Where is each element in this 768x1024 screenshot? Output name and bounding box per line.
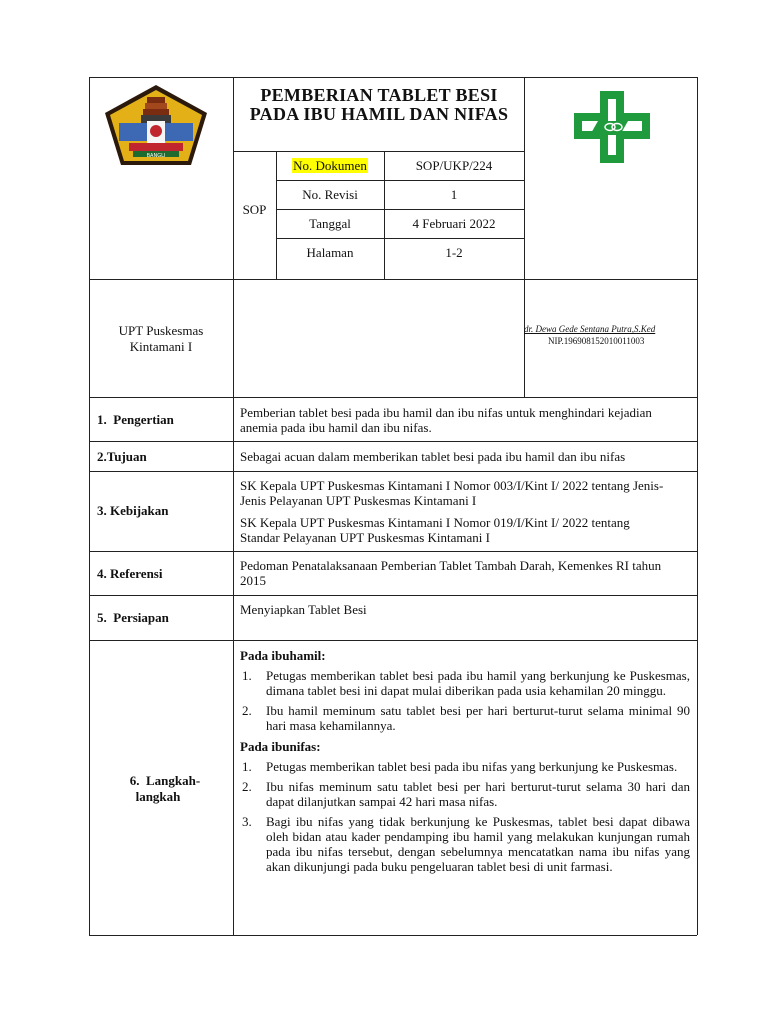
section-text-tujuan: Sebagai acuan dalam memberikan tablet besi pada ibu hamil dan ibu nifas [240, 449, 626, 464]
list-item [240, 814, 690, 874]
table-line-row-5 [89, 595, 697, 596]
bangli-regency-emblem [103, 83, 209, 167]
langkah-hamil-list [240, 668, 690, 733]
section-label-persiapan: 5. Persiapan [97, 610, 169, 625]
list-item [240, 703, 690, 733]
section-label-langkah-line2: langkah [135, 789, 181, 804]
list-number: 1. [242, 668, 252, 683]
sop-label: SOP [242, 202, 267, 217]
meta-label-halaman: Halaman [306, 245, 354, 260]
section-label-referensi: 4. Referensi [97, 566, 163, 581]
table-line-meta-3 [276, 238, 524, 239]
meta-label-no-dokumen: No. Dokumen [293, 158, 367, 173]
list-item [240, 668, 690, 698]
section-text-kebijakan-1: SK Kepala UPT Puskesmas Kintamani I Nomor 003/I/Kint I/ 2022 tentang Jenis-Jenis Pelayanan UPT Puskesmas Kintamani I [240, 478, 664, 508]
table-line-row-2 [89, 441, 697, 442]
section-text-referensi: Pedoman Penatalaksanaan Pemberian Tablet Tambah Darah, Kemenkes RI tahun 2015 [240, 558, 662, 588]
table-line-header-bottom [89, 279, 697, 280]
table-line-row-3 [89, 471, 697, 472]
meta-value-no-revisi: 1 [450, 187, 458, 202]
table-line-row-1 [89, 397, 697, 398]
list-text: Petugas memberikan tablet besi pada ibu nifas yang berkunjung ke Puskesmas. [266, 759, 678, 774]
svg-text:BANGLI: BANGLI [146, 153, 166, 159]
meta-label-no-revisi: No. Revisi [302, 187, 358, 202]
table-line-row-6 [89, 640, 697, 641]
section-label-tujuan: 2.Tujuan [97, 449, 147, 464]
list-item [240, 779, 690, 809]
list-text: Bagi ibu nifas yang tidak berkunjung ke Puskesmas, tablet besi dapat dibawa oleh bidan atau kader pendamping ibu hamil yang melakukan kunjungan rumah pada ibu nifas tersebut, dengan sebelumnya mencatatkan nama ibu nifas yang akan dikunjungi pada buku pengeluaran tablet besi di unit farmasi. [266, 814, 690, 874]
langkah-nifas-list [240, 759, 690, 874]
list-text: Ibu hamil meminum satu tablet besi per hari berturut-turut selama minimal 90 hari masa kehamilannya. [266, 703, 690, 733]
puskesmas-logo [570, 87, 654, 167]
table-border-bottom [89, 935, 697, 936]
list-text: Petugas memberikan tablet besi pada ibu hamil yang berkunjung ke Puskesmas, dimana tablet besi ini dapat mulai diberikan pada usia kehamilan 20 minggu. [266, 668, 690, 698]
meta-value-halaman: 1-2 [445, 245, 463, 260]
list-item [240, 759, 690, 774]
langkah-hamil-title: Pada ibuhamil: [240, 648, 326, 663]
section-label-langkah-line1: 6. Langkah- [129, 773, 201, 788]
list-number: 2. [242, 779, 252, 794]
section-label-langkah [97, 773, 233, 805]
langkah-content [240, 648, 690, 879]
list-text: Ibu nifas meminum satu tablet besi per hari berturut-turut selama 30 hari dan dapat dilanjutkan sampai 42 hari masa nifas. [266, 779, 690, 809]
section-text-kebijakan-2: SK Kepala UPT Puskesmas Kintamani I Nomor 019/I/Kint I/ 2022 tentang Standar Pelayanan UPT Puskesmas Kintamani I [240, 515, 630, 545]
meta-value-no-dokumen: SOP/UKP/224 [415, 158, 493, 173]
table-line-title-bottom [233, 151, 524, 152]
document-title: PEMBERIAN TABLET BESI PADA IBU HAMIL DAN NIFAS [249, 85, 509, 124]
table-border-left [89, 77, 90, 935]
table-border-top [89, 77, 697, 78]
org-name: UPT Puskesmas Kintamani I [118, 323, 204, 354]
langkah-nifas-title: Pada ibunifas: [240, 739, 321, 754]
signer-name: dr. Dewa Gede Sentana Putra,S.Ked [524, 324, 656, 334]
table-line-meta-1 [276, 180, 524, 181]
signer-nip: NIP.196908152010011003 [548, 336, 645, 346]
table-border-right [697, 77, 698, 935]
list-number: 3. [242, 814, 252, 829]
table-line-row-4 [89, 551, 697, 552]
table-line-meta-2 [276, 209, 524, 210]
table-divider-header-right [524, 77, 525, 397]
meta-label-tanggal: Tanggal [309, 216, 351, 231]
section-text-persiapan: Menyiapkan Tablet Besi [240, 602, 367, 617]
meta-value-tanggal: 4 Februari 2022 [412, 216, 496, 231]
section-label-pengertian: 1. Pengertian [97, 412, 174, 427]
section-text-pengertian: Pemberian tablet besi pada ibu hamil dan ibu nifas untuk menghindari kejadian anemia pada ibu hamil dan ibu nifas. [240, 405, 652, 435]
list-number: 1. [242, 759, 252, 774]
list-number: 2. [242, 703, 252, 718]
section-label-kebijakan: 3. Kebijakan [97, 503, 169, 518]
